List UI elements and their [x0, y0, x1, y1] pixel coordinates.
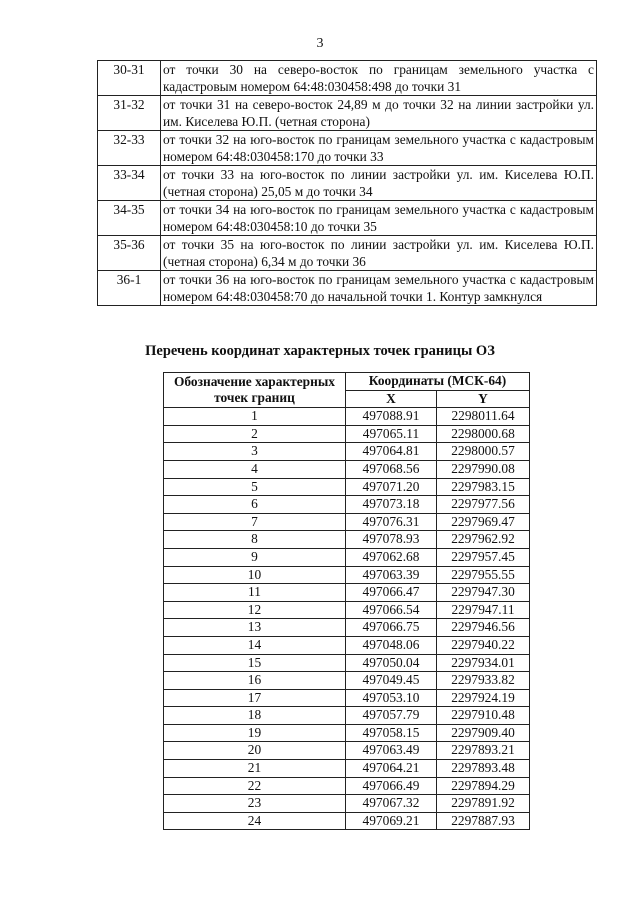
- table-row: [164, 672, 530, 690]
- coord-y: 2297887.93: [437, 812, 530, 830]
- coord-x: 497067.32: [346, 795, 437, 813]
- coord-y: 2297924.19: [437, 689, 530, 707]
- point-number: 19: [164, 724, 346, 742]
- header-coords: Координаты (МСК-64): [346, 373, 530, 391]
- point-number: 5: [164, 478, 346, 496]
- table-row: [164, 707, 530, 725]
- point-number: 20: [164, 742, 346, 760]
- coord-y: 2297893.48: [437, 760, 530, 778]
- point-number: 11: [164, 584, 346, 602]
- coord-y: 2297990.08: [437, 460, 530, 478]
- coord-y: 2297983.15: [437, 478, 530, 496]
- coord-y: 2297947.11: [437, 601, 530, 619]
- point-number: 17: [164, 689, 346, 707]
- coord-x: 497057.79: [346, 707, 437, 725]
- segment-id: 35-36: [98, 236, 161, 271]
- segment-description: от точки 33 на юго-восток по линии застройки ул. им. Киселева Ю.П. (четная сторона) 25,05 м до точки 34: [161, 166, 597, 201]
- coord-x: 497053.10: [346, 689, 437, 707]
- segment-row: [98, 201, 597, 236]
- coord-y: 2297977.56: [437, 496, 530, 514]
- segment-description: от точки 35 на юго-восток по линии застройки ул. им. Киселева Ю.П. (четная сторона) 6,34 м до точки 36: [161, 236, 597, 271]
- coord-x: 497066.47: [346, 584, 437, 602]
- coord-y: 2297962.92: [437, 531, 530, 549]
- table-row: [164, 760, 530, 778]
- table-row: [164, 812, 530, 830]
- coord-x: 497064.21: [346, 760, 437, 778]
- table-row: [164, 496, 530, 514]
- segment-description: от точки 31 на северо-восток 24,89 м до точки 32 на линии застройки ул. им. Киселева Ю.П. (четная сторона): [161, 96, 597, 131]
- segment-id: 31-32: [98, 96, 161, 131]
- table-row: [164, 584, 530, 602]
- header-x: X: [346, 390, 437, 408]
- coordinates-table: [163, 372, 530, 830]
- coord-x: 497063.49: [346, 742, 437, 760]
- coord-y: 2297910.48: [437, 707, 530, 725]
- segment-description: от точки 36 на юго-восток по границам земельного участка с кадастровым номером 64:48:030458:70 до начальной точки 1. Контур замкнулся: [161, 271, 597, 306]
- table-row: [164, 601, 530, 619]
- coord-y: 2297894.29: [437, 777, 530, 795]
- point-number: 24: [164, 812, 346, 830]
- page-number: 3: [316, 36, 324, 51]
- coord-x: 497069.21: [346, 812, 437, 830]
- point-number: 1: [164, 408, 346, 426]
- coord-x: 497066.49: [346, 777, 437, 795]
- segment-id: 32-33: [98, 131, 161, 166]
- coord-y: 2297955.55: [437, 566, 530, 584]
- table-row: [164, 548, 530, 566]
- point-number: 7: [164, 513, 346, 531]
- coord-y: 2298011.64: [437, 408, 530, 426]
- coord-x: 497065.11: [346, 425, 437, 443]
- coord-x: 497078.93: [346, 531, 437, 549]
- point-number: 3: [164, 443, 346, 461]
- coord-x: 497066.54: [346, 601, 437, 619]
- segment-row: [98, 96, 597, 131]
- table-row: [164, 460, 530, 478]
- coord-x: 497049.45: [346, 672, 437, 690]
- segment-row: [98, 271, 597, 306]
- point-number: 16: [164, 672, 346, 690]
- point-number: 12: [164, 601, 346, 619]
- point-number: 18: [164, 707, 346, 725]
- table-row: [164, 425, 530, 443]
- coord-x: 497066.75: [346, 619, 437, 637]
- segment-id: 30-31: [98, 61, 161, 96]
- coord-y: 2297969.47: [437, 513, 530, 531]
- segment-description: от точки 30 на северо-восток по границам земельного участка с кадастровым номером 64:48:030458:498 до точки 31: [161, 61, 597, 96]
- segment-row: [98, 131, 597, 166]
- coord-y: 2297946.56: [437, 619, 530, 637]
- point-number: 8: [164, 531, 346, 549]
- point-number: 21: [164, 760, 346, 778]
- coord-x: 497063.39: [346, 566, 437, 584]
- point-number: 2: [164, 425, 346, 443]
- table-row: [164, 742, 530, 760]
- coord-y: 2297933.82: [437, 672, 530, 690]
- coord-x: 497058.15: [346, 724, 437, 742]
- point-number: 14: [164, 636, 346, 654]
- segment-id: 33-34: [98, 166, 161, 201]
- table-row: [164, 619, 530, 637]
- point-number: 6: [164, 496, 346, 514]
- table-row: [164, 795, 530, 813]
- coord-y: 2297909.40: [437, 724, 530, 742]
- segment-row: [98, 236, 597, 271]
- point-number: 23: [164, 795, 346, 813]
- segment-row: [98, 61, 597, 96]
- coords-heading: Перечень координат характерных точек границы ОЗ: [145, 343, 495, 359]
- segment-row: [98, 166, 597, 201]
- coord-y: 2298000.57: [437, 443, 530, 461]
- coord-y: 2297940.22: [437, 636, 530, 654]
- boundary-description-table: [97, 60, 597, 306]
- table-row: [164, 443, 530, 461]
- coord-x: 497076.31: [346, 513, 437, 531]
- coord-x: 497068.56: [346, 460, 437, 478]
- table-row: [164, 513, 530, 531]
- table-row: [164, 566, 530, 584]
- segment-id: 36-1: [98, 271, 161, 306]
- point-number: 9: [164, 548, 346, 566]
- coord-x: 497062.68: [346, 548, 437, 566]
- point-number: 22: [164, 777, 346, 795]
- coord-x: 497050.04: [346, 654, 437, 672]
- table-row: [164, 777, 530, 795]
- coord-y: 2297934.01: [437, 654, 530, 672]
- coord-y: 2298000.68: [437, 425, 530, 443]
- table-row: [164, 654, 530, 672]
- coord-x: 497064.81: [346, 443, 437, 461]
- table-row: [164, 408, 530, 426]
- coord-y: 2297891.92: [437, 795, 530, 813]
- table-row: [164, 531, 530, 549]
- coord-x: 497073.18: [346, 496, 437, 514]
- table-row: [164, 478, 530, 496]
- segment-id: 34-35: [98, 201, 161, 236]
- point-number: 13: [164, 619, 346, 637]
- segment-description: от точки 32 на юго-восток по границам земельного участка с кадастровым номером 64:48:030458:170 до точки 33: [161, 131, 597, 166]
- coord-y: 2297947.30: [437, 584, 530, 602]
- table-row: [164, 689, 530, 707]
- table-row: [164, 636, 530, 654]
- point-number: 4: [164, 460, 346, 478]
- coord-x: 497071.20: [346, 478, 437, 496]
- header-y: Y: [437, 390, 530, 408]
- coord-x: 497048.06: [346, 636, 437, 654]
- coord-y: 2297893.21: [437, 742, 530, 760]
- table-row: [164, 724, 530, 742]
- point-number: 15: [164, 654, 346, 672]
- point-number: 10: [164, 566, 346, 584]
- coord-y: 2297957.45: [437, 548, 530, 566]
- coord-x: 497088.91: [346, 408, 437, 426]
- header-points: Обозначение характерных точек границ: [164, 373, 346, 408]
- segment-description: от точки 34 на юго-восток по границам земельного участка с кадастровым номером 64:48:030458:10 до точки 35: [161, 201, 597, 236]
